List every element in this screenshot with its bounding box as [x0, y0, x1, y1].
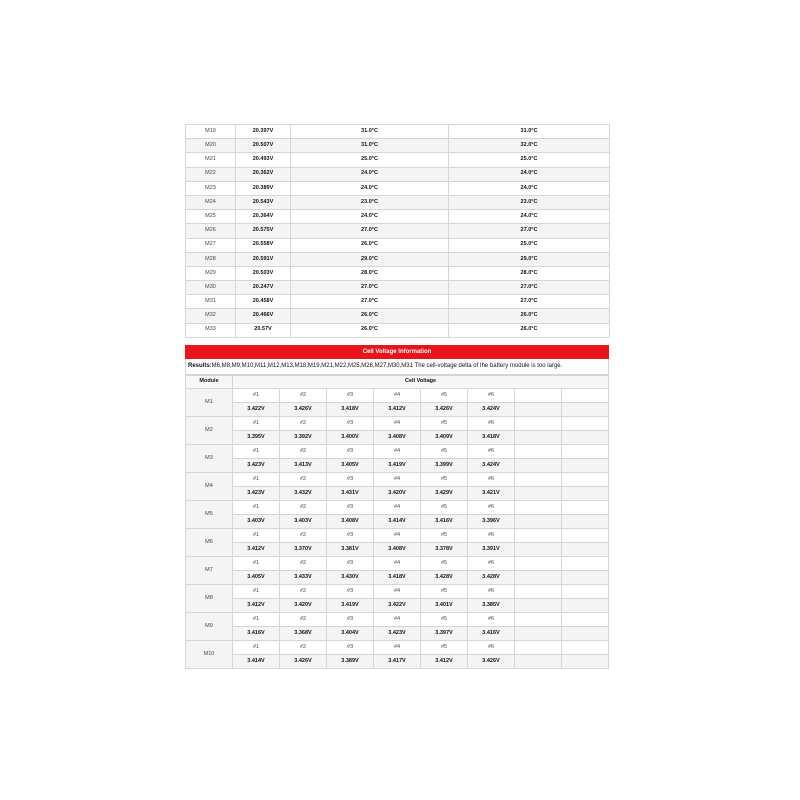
cell-voltage-value [562, 626, 609, 640]
cell-voltage-value: 3.408V [374, 542, 421, 556]
module-name: M20 [186, 139, 236, 153]
table-row [186, 139, 610, 153]
module-temp-2: 31.0°C [449, 125, 610, 139]
module-voltage: 20.364V [236, 210, 291, 224]
cell-voltage-value: 3.420V [374, 486, 421, 500]
cell-index: #1 [233, 584, 280, 598]
module-name: M22 [186, 167, 236, 181]
cell-index [515, 388, 562, 402]
cell-index: #6 [468, 500, 515, 514]
cell-index [515, 640, 562, 654]
cell-voltage-header-row [186, 375, 609, 388]
module-temp-1: 27.0°C [291, 281, 449, 295]
cell-index [562, 500, 609, 514]
module-voltage: 20.558V [236, 238, 291, 252]
module-voltage: 20.507V [236, 139, 291, 153]
module-name: M23 [186, 181, 236, 195]
cell-value-row [186, 402, 609, 416]
header-module: Module [186, 375, 233, 388]
cell-index: #5 [421, 416, 468, 430]
cell-voltage-value: 3.385V [468, 598, 515, 612]
cell-index [515, 472, 562, 486]
cell-voltage-value: 3.426V [468, 654, 515, 668]
cell-index: #5 [421, 556, 468, 570]
cell-index [562, 388, 609, 402]
module-name: M21 [186, 153, 236, 167]
cell-voltage-value [562, 598, 609, 612]
module-temp-1: 28.0°C [291, 266, 449, 280]
cell-voltage-value: 3.396V [468, 514, 515, 528]
cell-index: #1 [233, 416, 280, 430]
cell-module-name: M7 [186, 556, 233, 584]
cell-index-row [186, 584, 609, 598]
cell-index: #4 [374, 416, 421, 430]
module-name: M29 [186, 266, 236, 280]
cell-voltage-value [515, 598, 562, 612]
cell-index: #2 [280, 388, 327, 402]
table-row [186, 281, 610, 295]
cell-voltage-value: 3.428V [468, 570, 515, 584]
cell-voltage-value: 3.419V [327, 598, 374, 612]
cell-voltage-value: 3.381V [327, 542, 374, 556]
cell-index: #2 [280, 528, 327, 542]
cell-index: #4 [374, 500, 421, 514]
cell-index: #2 [280, 640, 327, 654]
module-name: M31 [186, 295, 236, 309]
cell-value-row [186, 626, 609, 640]
cell-index: #3 [327, 556, 374, 570]
cell-voltage-value: 3.426V [280, 654, 327, 668]
cell-index: #1 [233, 500, 280, 514]
cell-voltage-value: 3.408V [374, 430, 421, 444]
cell-index-row [186, 388, 609, 402]
cell-voltage-value [515, 626, 562, 640]
cell-voltage-value: 3.418V [327, 402, 374, 416]
cell-index: #4 [374, 472, 421, 486]
cell-index [562, 444, 609, 458]
results-label: Results: [188, 362, 212, 369]
cell-value-row [186, 514, 609, 528]
module-summary-table [185, 124, 610, 338]
cell-index: #3 [327, 500, 374, 514]
module-name: M30 [186, 281, 236, 295]
cell-voltage-value: 3.421V [468, 486, 515, 500]
cell-voltage-value: 3.414V [233, 654, 280, 668]
cell-index: #1 [233, 612, 280, 626]
cell-index: #3 [327, 640, 374, 654]
table-row [186, 295, 610, 309]
cell-voltage-value [515, 514, 562, 528]
cell-voltage-value: 3.409V [421, 430, 468, 444]
cell-module-name: M6 [186, 528, 233, 556]
module-temp-1: 24.0°C [291, 181, 449, 195]
cell-voltage-value [515, 458, 562, 472]
cell-index: #1 [233, 640, 280, 654]
cell-index [515, 556, 562, 570]
cell-index-row [186, 612, 609, 626]
cell-index: #1 [233, 556, 280, 570]
cell-voltage-value: 3.412V [421, 654, 468, 668]
cell-index: #2 [280, 556, 327, 570]
cell-index: #3 [327, 472, 374, 486]
cell-voltage-value: 3.403V [233, 514, 280, 528]
cell-voltage-value: 3.412V [233, 542, 280, 556]
table-row [186, 238, 610, 252]
cell-voltage-value: 3.422V [374, 598, 421, 612]
cell-index: #6 [468, 556, 515, 570]
cell-index: #6 [468, 472, 515, 486]
cell-index: #4 [374, 444, 421, 458]
module-temp-2: 25.0°C [449, 153, 610, 167]
cell-index: #2 [280, 444, 327, 458]
module-temp-2: 27.0°C [449, 281, 610, 295]
cell-index [515, 528, 562, 542]
cell-index: #5 [421, 444, 468, 458]
table-row [186, 167, 610, 181]
cell-voltage-value [562, 486, 609, 500]
cell-index [562, 584, 609, 598]
module-temp-2: 24.0°C [449, 210, 610, 224]
cell-voltage-value: 3.420V [280, 598, 327, 612]
cell-index [515, 416, 562, 430]
cell-module-name: M9 [186, 612, 233, 640]
cell-index: #1 [233, 444, 280, 458]
module-voltage: 20.503V [236, 266, 291, 280]
cell-voltage-value: 3.414V [374, 514, 421, 528]
cell-index: #6 [468, 584, 515, 598]
cell-voltage-value [562, 570, 609, 584]
module-name: M28 [186, 252, 236, 266]
cell-index: #6 [468, 444, 515, 458]
cell-voltage-value: 3.430V [327, 570, 374, 584]
cell-index: #5 [421, 528, 468, 542]
cell-index: #5 [421, 640, 468, 654]
cell-index: #4 [374, 584, 421, 598]
module-temp-1: 26.0°C [291, 238, 449, 252]
cell-index: #4 [374, 640, 421, 654]
cell-value-row [186, 570, 609, 584]
module-temp-2: 27.0°C [449, 224, 610, 238]
cell-voltage-value [515, 402, 562, 416]
module-voltage: 20.397V [236, 125, 291, 139]
table-row [186, 323, 610, 337]
module-voltage: 20.493V [236, 153, 291, 167]
module-temp-1: 31.0°C [291, 125, 449, 139]
cell-index: #2 [280, 612, 327, 626]
cell-voltage-value: 3.423V [233, 486, 280, 500]
cell-voltage-value [515, 430, 562, 444]
module-voltage: 20.247V [236, 281, 291, 295]
cell-voltage-value: 3.428V [421, 570, 468, 584]
cell-index: #6 [468, 640, 515, 654]
cell-voltage-value [515, 542, 562, 556]
cell-voltage-value: 3.368V [280, 626, 327, 640]
cell-value-row [186, 654, 609, 668]
cell-index-row [186, 472, 609, 486]
table-row [186, 125, 610, 139]
module-name: M26 [186, 224, 236, 238]
cell-voltage-value: 3.370V [280, 542, 327, 556]
cell-index: #2 [280, 584, 327, 598]
cell-voltage-value: 3.412V [374, 402, 421, 416]
cell-index [515, 584, 562, 598]
cell-index: #3 [327, 612, 374, 626]
cell-voltage-value [515, 486, 562, 500]
cell-index: #1 [233, 472, 280, 486]
cell-index [562, 640, 609, 654]
module-voltage: 20.543V [236, 195, 291, 209]
cell-index: #4 [374, 528, 421, 542]
cell-module-name: M3 [186, 444, 233, 472]
module-voltage: 20.575V [236, 224, 291, 238]
module-temp-1: 27.0°C [291, 295, 449, 309]
cell-module-name: M10 [186, 640, 233, 668]
cell-index: #3 [327, 528, 374, 542]
cell-index: #6 [468, 416, 515, 430]
cell-index: #1 [233, 388, 280, 402]
module-temp-1: 26.0°C [291, 323, 449, 337]
cell-value-row [186, 598, 609, 612]
cell-voltage-value: 3.412V [233, 598, 280, 612]
cell-index: #5 [421, 584, 468, 598]
cell-voltage-value: 3.416V [421, 514, 468, 528]
module-temp-1: 24.0°C [291, 167, 449, 181]
cell-voltage-value: 3.397V [421, 626, 468, 640]
module-temp-1: 27.0°C [291, 224, 449, 238]
cell-voltage-value: 3.408V [327, 514, 374, 528]
cell-index: #3 [327, 444, 374, 458]
module-name: M32 [186, 309, 236, 323]
cell-voltage-value: 3.432V [280, 486, 327, 500]
header-cell-voltage: Cell Voltage [233, 375, 609, 388]
cell-index: #2 [280, 500, 327, 514]
cell-index [515, 444, 562, 458]
module-voltage: 20.591V [236, 252, 291, 266]
cell-module-name: M1 [186, 388, 233, 416]
module-temp-2: 32.0°C [449, 139, 610, 153]
module-temp-2: 29.0°C [449, 252, 610, 266]
module-name: M27 [186, 238, 236, 252]
module-temp-2: 28.0°C [449, 266, 610, 280]
cell-index [515, 612, 562, 626]
cell-voltage-value: 3.391V [468, 542, 515, 556]
cell-voltage-value: 3.423V [374, 626, 421, 640]
cell-voltage-value: 3.429V [421, 486, 468, 500]
table-row [186, 195, 610, 209]
cell-voltage-value: 3.400V [327, 430, 374, 444]
cell-index: #4 [374, 612, 421, 626]
cell-index [562, 472, 609, 486]
table-row [186, 266, 610, 280]
cell-voltage-value: 3.389V [327, 654, 374, 668]
cell-index [562, 556, 609, 570]
cell-voltage-value: 3.413V [280, 458, 327, 472]
cell-voltage-value: 3.424V [468, 402, 515, 416]
cell-module-name: M2 [186, 416, 233, 444]
module-temp-1: 31.0°C [291, 139, 449, 153]
cell-voltage-value: 3.404V [327, 626, 374, 640]
cell-index: #5 [421, 612, 468, 626]
cell-index: #3 [327, 416, 374, 430]
cell-index: #5 [421, 500, 468, 514]
module-voltage: 20.362V [236, 167, 291, 181]
table-row [186, 153, 610, 167]
module-temp-2: 27.0°C [449, 295, 610, 309]
module-temp-2: 26.0°C [449, 323, 610, 337]
cell-voltage-value: 3.426V [421, 402, 468, 416]
cell-voltage-value [515, 654, 562, 668]
cell-module-name: M4 [186, 472, 233, 500]
cell-voltage-value: 3.395V [233, 430, 280, 444]
cell-value-row [186, 430, 609, 444]
module-temp-1: 26.0°C [291, 309, 449, 323]
cell-voltage-value: 3.417V [374, 654, 421, 668]
cell-voltage-value: 3.378V [421, 542, 468, 556]
table-row [186, 252, 610, 266]
cell-value-row [186, 458, 609, 472]
cell-index-row [186, 500, 609, 514]
cell-index: #3 [327, 388, 374, 402]
table-row [186, 224, 610, 238]
cell-voltage-value: 3.405V [327, 458, 374, 472]
cell-index: #6 [468, 388, 515, 402]
cell-module-name: M8 [186, 584, 233, 612]
cell-voltage-value: 3.401V [421, 598, 468, 612]
cell-index-row [186, 528, 609, 542]
table-row [186, 210, 610, 224]
cell-index: #6 [468, 612, 515, 626]
cell-index: #3 [327, 584, 374, 598]
module-temp-2: 26.0°C [449, 309, 610, 323]
cell-voltage-value: 3.416V [468, 626, 515, 640]
cell-index [562, 528, 609, 542]
module-temp-2: 23.0°C [449, 195, 610, 209]
cell-voltage-value [562, 514, 609, 528]
module-temp-2: 24.0°C [449, 167, 610, 181]
cell-index-row [186, 444, 609, 458]
module-temp-1: 24.0°C [291, 210, 449, 224]
module-name: M33 [186, 323, 236, 337]
cell-value-row [186, 542, 609, 556]
module-voltage: 20.466V [236, 309, 291, 323]
cell-index-row [186, 556, 609, 570]
table-row [186, 309, 610, 323]
cell-voltage-value: 3.424V [468, 458, 515, 472]
module-temp-1: 23.0°C [291, 195, 449, 209]
cell-voltage-value: 3.416V [233, 626, 280, 640]
cell-voltage-value [562, 458, 609, 472]
module-temp-1: 25.0°C [291, 153, 449, 167]
cell-value-row [186, 486, 609, 500]
cell-voltage-value: 3.422V [233, 402, 280, 416]
cell-index: #4 [374, 556, 421, 570]
table-row [186, 181, 610, 195]
cell-module-name: M5 [186, 500, 233, 528]
cell-voltage-value: 3.418V [374, 570, 421, 584]
cell-voltage-value: 3.392V [280, 430, 327, 444]
cell-voltage-value [562, 542, 609, 556]
cell-voltage-value: 3.399V [421, 458, 468, 472]
cell-index [515, 500, 562, 514]
cell-index: #5 [421, 472, 468, 486]
module-temp-2: 25.0°C [449, 238, 610, 252]
module-name: M19 [186, 125, 236, 139]
cell-voltage-value: 3.405V [233, 570, 280, 584]
cell-index: #4 [374, 388, 421, 402]
results-line [185, 359, 609, 375]
cell-voltage-value [562, 654, 609, 668]
cell-index: #6 [468, 528, 515, 542]
module-name: M25 [186, 210, 236, 224]
module-voltage: 20.458V [236, 295, 291, 309]
cell-voltage-value [562, 402, 609, 416]
cell-voltage-banner: Cell Voltage Information [185, 345, 609, 359]
cell-voltage-value: 3.426V [280, 402, 327, 416]
module-voltage: 20.57V [236, 323, 291, 337]
module-voltage: 20.389V [236, 181, 291, 195]
cell-voltage-value: 3.403V [280, 514, 327, 528]
cell-index [562, 612, 609, 626]
cell-index: #1 [233, 528, 280, 542]
cell-voltage-value [515, 570, 562, 584]
cell-index: #5 [421, 388, 468, 402]
cell-index: #2 [280, 472, 327, 486]
cell-voltage-value: 3.419V [374, 458, 421, 472]
module-name: M24 [186, 195, 236, 209]
module-temp-1: 29.0°C [291, 252, 449, 266]
cell-voltage-value: 3.431V [327, 486, 374, 500]
cell-voltage-value: 3.418V [468, 430, 515, 444]
module-temp-2: 24.0°C [449, 181, 610, 195]
cell-index [562, 416, 609, 430]
cell-voltage-table [185, 375, 609, 669]
cell-voltage-value [562, 430, 609, 444]
cell-voltage-value: 3.423V [233, 458, 280, 472]
cell-voltage-value: 3.433V [280, 570, 327, 584]
cell-index: #2 [280, 416, 327, 430]
cell-index-row [186, 416, 609, 430]
cell-index-row [186, 640, 609, 654]
results-text: M6,M8,M9,M10,M11,M12,M13,M18,M19,M21,M22,M25,M26,M27,M30,M31 The cell-voltage delta of the battery module is too large. [211, 362, 563, 369]
report-page [185, 124, 609, 669]
